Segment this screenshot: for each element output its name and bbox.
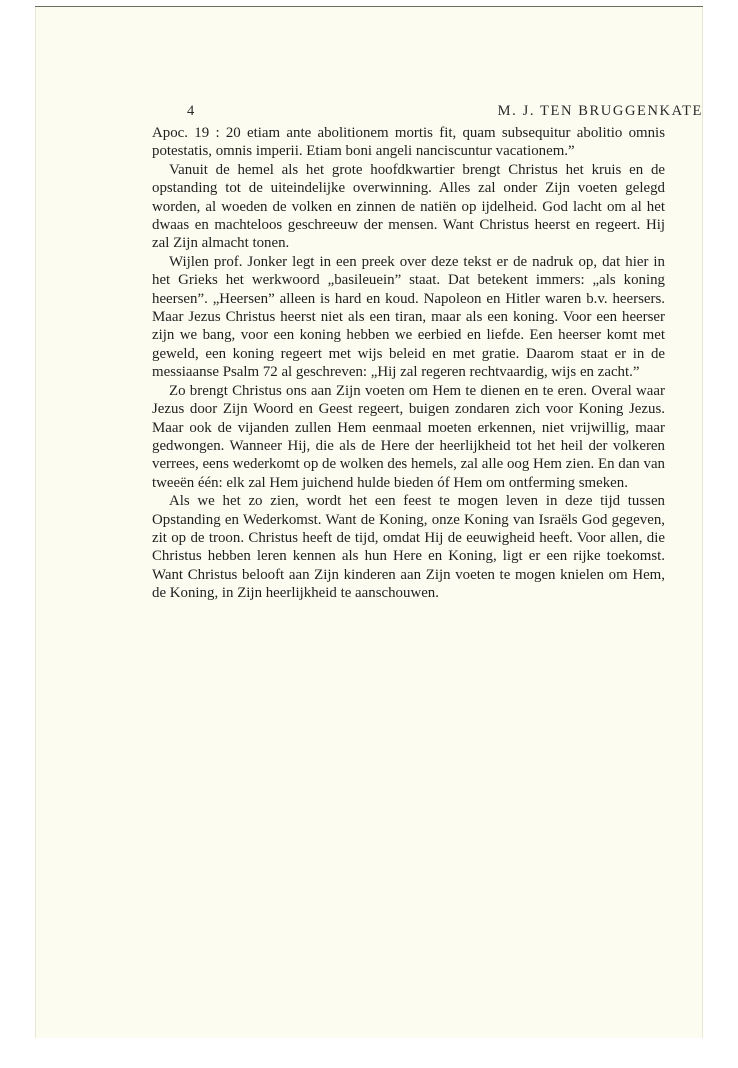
paragraph-3: Wijlen prof. Jonker legt in een preek over deze tekst er de nadruk op, dat hier in het Grieks het werkwoord „basileuein” staat. Dat betekent immers: „als koning heersen”. „Heersen” alleen is hard en koud. Napoleon en Hitler waren b.v. heersers. Maar Jezus Christus heerst niet als een tiran, maar als een koning. Voor een heerser zijn we bang, voor een koning hebben we eerbied en liefde. Een heerser komt met geweld, een koning regeert met wijs beleid en met gratie. Daarom staat er in de messiaanse Psalm 72 al geschreven: „Hij zal regeren rechtvaardig, wijs en zacht.” bbox=[152, 253, 665, 381]
body-text bbox=[152, 124, 665, 603]
paragraph-4: Zo brengt Christus ons aan Zijn voeten om Hem te dienen en te eren. Overal waar Jezus door Zijn Woord en Geest regeert, buigen zondaren zich voor Koning Jezus. Maar ook de vijanden zullen Hem eenmaal moeten erkennen, niet vrijwillig, maar gedwongen. Wanneer Hij, die als de Here der heerlijkheid tot het heil der volkeren verrees, eens wederkomt op de wolken des hemels, zal alle oog Hem zien. En dan van tweeën één: elk zal Hem juichend hulde bieden óf Hem om ontferming smeken. bbox=[152, 382, 665, 491]
paragraph-2: Vanuit de hemel als het grote hoofdkwartier brengt Christus het kruis en de opstanding tot de uiteindelijke overwinning. Alles zal onder Zijn voeten gelegd worden, al woeden de volken en zinnen de natiën op ijdelheid. God lacht om al het dwaas en machteloos geschreeuw der mensen. Want Christus heerst en regeert. Hij zal Zijn almacht tonen. bbox=[152, 161, 665, 252]
paragraph-1: Apoc. 19 : 20 etiam ante abolitionem mortis fit, quam subsequitur abolitio omnis potestatis, omnis imperii. Etiam boni angeli nanciscuntur vacationem.” bbox=[152, 125, 665, 160]
running-head: M. J. TEN BRUGGENKATE bbox=[497, 103, 703, 119]
paragraph-5: Als we het zo zien, wordt het een feest te mogen leven in deze tijd tussen Opstanding en Wederkomst. Want de Koning, onze Koning van Israëls God gegeven, zit op de troon. Christus heeft de tijd, omdat Hij de eeuwigheid heeft. Voor allen, die Christus hebben leren kennen als hun Here en Koning, ligt er een rijke toekomst. Want Christus belooft aan Zijn kinderen aan Zijn voeten te mogen knielen om Hem, de Koning, in Zijn heerlijkheid te aanschouwen. bbox=[152, 493, 665, 602]
page-number: 4 bbox=[187, 103, 195, 119]
